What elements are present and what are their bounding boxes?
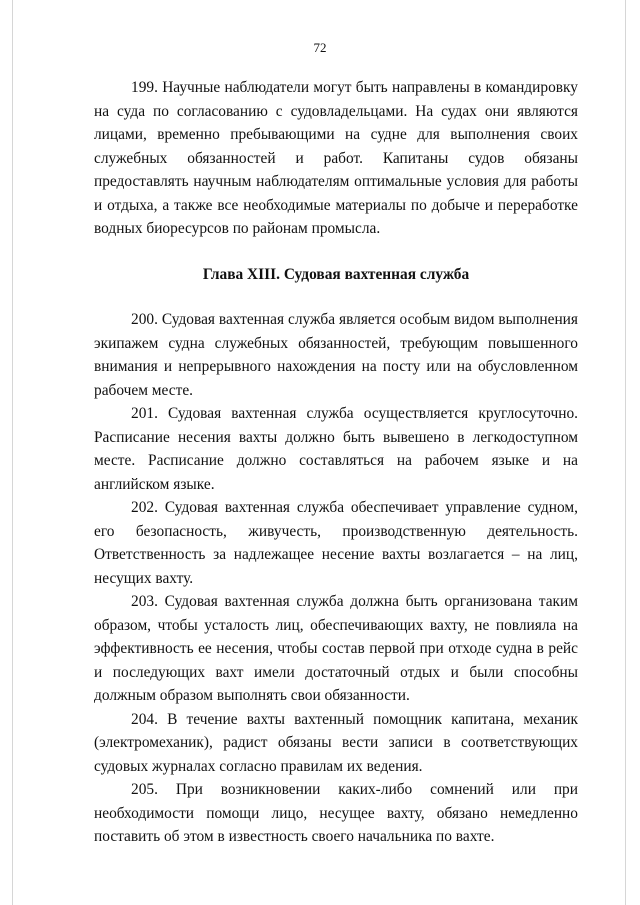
- paragraph-201: 201. Судовая вахтенная служба осуществляется круглосуточно. Расписание несения вахты должно быть вывешено в легкодоступном месте. Расписание должно составляться на рабочем языке и на английском языке.: [94, 405, 578, 493]
- chapter-heading: Глава XIII. Судовая вахтенная служба: [202, 265, 470, 283]
- paragraph-204: 204. В течение вахты вахтенный помощник капитана, механик (электромеханик), радист обязаны вести записи в соответствующих судовых журналах согласно правилам их ведения.: [94, 710, 578, 775]
- document-body: [94, 76, 578, 849]
- paragraph-199: 199. Научные наблюдатели могут быть направлены в командировку на суда по согласованию с судовладельцами. На судах они являются лицами, временно пребывающими на судне для выполнения своих служебных обязанностей и работ. Капитаны судов обязаны предоставлять научным наблюдателям оптимальные условия для работы и отдыха, а также все необходимые материалы по добыче и переработке водных биоресурсов по районам промысла.: [94, 79, 578, 237]
- paragraph-200: 200. Судовая вахтенная служба является особым видом выполнения экипажем судна служебных обязанностей, требующим повышенного внимания и непрерывного нахождения на посту или на обусловленном рабочем месте.: [94, 311, 578, 399]
- paragraph-202: 202. Судовая вахтенная служба обеспечивает управление судном, его безопасность, живучесть, производственную деятельность. Ответственность за надлежащее несение вахты возлагается – на лиц, несущих вахту.: [94, 499, 578, 587]
- paragraph-205: 205. При возникновении каких-либо сомнений или при необходимости помощи лицо, несущее вахту, обязано немедленно поставить об этом в известность своего начальника по вахте.: [94, 781, 578, 845]
- page-number: 72: [313, 40, 327, 55]
- scan-edge-right: [625, 0, 626, 905]
- paragraph-203: 203. Судовая вахтенная служба должна быть организована таким образом, чтобы усталость лиц, обеспечивающих вахту, не повлияла на эффективность ее несения, чтобы состав первой при отходе судна в рейс и последующих вахт имели достаточный отдых и были способны должным образом выполнять свои обязанности.: [94, 593, 578, 704]
- scan-edge-left: [12, 0, 13, 905]
